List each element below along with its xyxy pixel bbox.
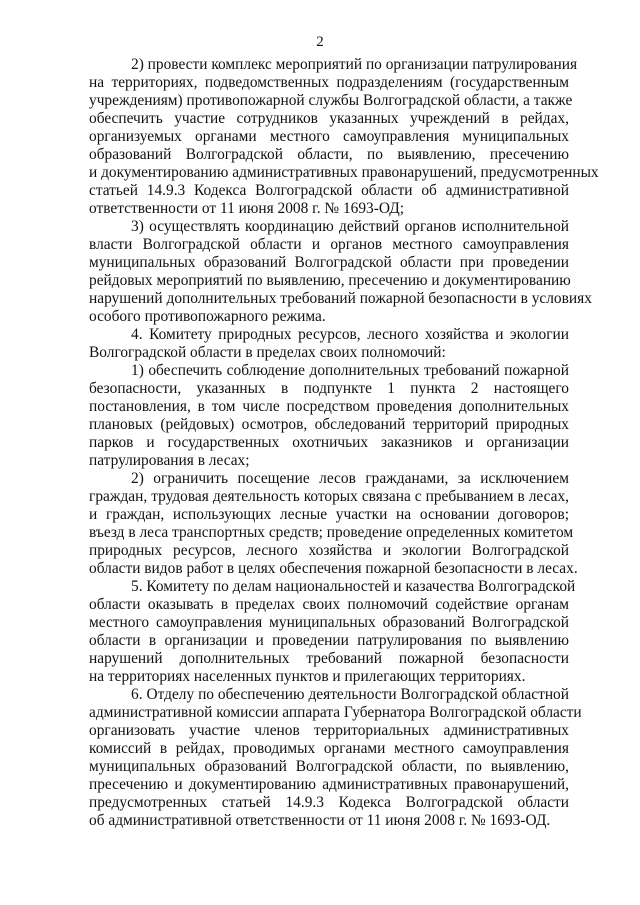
text-line: на территориях, подведомственных подразделениям (государственным [89,74,569,91]
text-line: статьей 14.9.3 Кодекса Волгоградской области об административной [89,182,569,199]
text-line: безопасности, указанных в подпункте 1 пункта 2 настоящего [89,380,569,397]
paragraph-4-2 [89,470,578,578]
text-line: предусмотренных статьей 14.9.3 Кодекса Волгоградской области [89,794,569,811]
text-line: области видов работ в целях обеспечения пожарной безопасности в лесах. [89,560,578,577]
text-line: рейдовых мероприятий по выявлению, пресечению и документированию [89,272,571,289]
text-line: обеспечить участие сотрудников указанных учреждений в рейдах, [89,110,569,127]
text-line: организуемых органами местного самоуправления муниципальных [89,128,569,145]
paragraph-4 [89,326,569,362]
text-line: 6. Отделу по обеспечению деятельности Волгоградской областной [131,686,569,703]
text-line: 2) провести комплекс мероприятий по организации патрулирования [131,56,578,73]
text-line: 1) обеспечить соблюдение дополнительных требований пожарной [131,362,569,379]
text-line: комиссий в рейдах, проводимых органами местного самоуправления [89,740,569,757]
text-line: особого противопожарного режима. [89,308,326,325]
text-line: нарушений дополнительных требований пожарной безопасности в условиях [89,290,592,307]
page-number: 2 [316,34,324,50]
text-line: муниципальных образований Волгоградской области при проведении [89,254,569,271]
paragraph-2-2 [89,56,599,218]
text-line: граждан, трудовая деятельность которых связана с пребыванием в лесах, [89,488,569,505]
text-line: природных ресурсов, лесного хозяйства и экологии Волгоградской [89,542,569,559]
text-line: въезд в леса транспортных средств; проведение определенных комитетом [89,524,574,541]
text-line: 3) осуществлять координацию действий органов исполнительной [131,218,569,235]
text-line: муниципальных образований Волгоградской области, по выявлению, [89,758,569,775]
text-line: ответственности от 11 июня 2008 г. № 1693-ОД; [89,200,404,217]
text-line: 2) ограничить посещение лесов гражданами, за исключением [131,470,569,487]
text-line: и граждан, использующих лесные участки на основании договоров; [89,506,569,523]
text-line: учреждениям) противопожарной службы Волгоградской области, а также [89,92,573,109]
text-line: области в организации и проведении патрулирования по выявлению [89,632,569,649]
paragraph-6 [89,686,582,830]
text-line: области оказывать в пределах своих полномочий содействие органам [89,596,569,613]
paragraph-2-3 [89,218,592,326]
text-line: административной комиссии аппарата Губернатора Волгоградской области [89,704,582,721]
text-line: нарушений дополнительных требований пожарной безопасности [89,650,569,667]
document-body [89,56,599,830]
text-line: организовать участие членов территориальных административных [89,722,569,739]
text-line: 4. Комитету природных ресурсов, лесного хозяйства и экологии [131,326,569,343]
text-line: пресечению и документированию административных правонарушений, [89,776,569,793]
text-line: патрулирования в лесах; [89,452,250,469]
text-line: 5. Комитету по делам национальностей и казачества Волгоградской [131,578,576,595]
text-line: на территориях населенных пунктов и прилегающих территориях. [89,668,526,685]
paragraph-4-1 [89,362,569,470]
paragraph-5 [89,578,576,686]
text-line: власти Волгоградской области и органов местного самоуправления [89,236,569,253]
text-line: постановления, в том числе посредством проведения дополнительных [89,398,569,415]
text-line: плановых (рейдовых) осмотров, обследований территорий природных [89,416,569,433]
text-line: местного самоуправления муниципальных образований Волгоградской [89,614,569,631]
text-line: Волгоградской области в пределах своих полномочий: [89,344,446,361]
text-line: и документированию административных правонарушений, предусмотренных [89,164,599,181]
text-line: парков и государственных охотничьих заказников и организации [89,434,569,451]
text-line: образований Волгоградской области, по выявлению, пресечению [89,146,569,163]
text-line: об административной ответственности от 11 июня 2008 г. № 1693-ОД. [89,812,551,829]
